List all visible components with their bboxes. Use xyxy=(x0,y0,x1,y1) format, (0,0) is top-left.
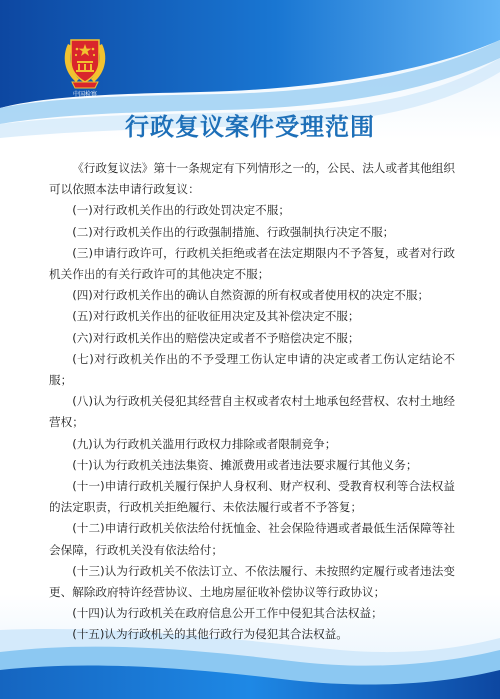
list-item: (六)对行政机关作出的赔偿决定或者不予赔偿决定不服； xyxy=(72,330,360,345)
list-item: (十三)认为行政机关不依法订立、不依法履行、未按照约定履行或者违法变更、解除政府特许经营协议、土地房屋征收补偿协议等行政协议； xyxy=(49,563,455,600)
intro-paragraph: 《行政复议法》第十一条规定有下列情形之一的，公民、法人或者其他组织可以依照本法申请行政复议： xyxy=(49,161,455,197)
procuratorate-emblem-icon xyxy=(62,34,108,90)
list-item: (一)对行政机关作出的行政处罚决定不服； xyxy=(72,203,290,218)
list-item: (八)认为行政机关侵犯其经营自主权或者农村土地承包经营权、农村土地经营权； xyxy=(49,394,455,430)
list-item: (十二)申请行政机关依法给付抚恤金、社会保险待遇或者最低生活保障等社会保障，行政机关没有依法给付； xyxy=(49,521,455,557)
list-item: (五)对行政机关作出的征收征用决定及其补偿决定不服； xyxy=(72,309,360,324)
list-item: (十四)认为行政机关在政府信息公开工作中侵犯其合法权益； xyxy=(72,606,383,621)
list-item: (九)认为行政机关滥用行政权力排除或者限制竞争； xyxy=(72,436,337,451)
list-item: (七)对行政机关作出的不予受理工伤认定申请的决定或者工伤认定结论不服； xyxy=(49,351,455,388)
list-item: (三)申请行政许可，行政机关拒绝或者在法定期限内不予答复，或者对行政机关作出的有关行政许可的其他决定不服； xyxy=(49,245,455,282)
emblem-caption: 中国检察 xyxy=(72,91,97,98)
regulation-text xyxy=(49,158,455,646)
list-item: (十一)申请行政机关履行保护人身权利、财产权利、受教育权利等合法权益的法定职责，行政机关拒绝履行、未依法履行或者不予答复； xyxy=(49,479,455,515)
list-item: (二)对行政机关作出的行政强制措施、行政强制执行决定不服； xyxy=(72,224,395,239)
page-title: 行政复议案件受理范围 xyxy=(125,112,375,141)
list-item: (十)认为行政机关违法集资、摊派费用或者违法要求履行其他义务； xyxy=(72,457,418,472)
list-item: (四)对行政机关作出的确认自然资源的所有权或者使用权的决定不服； xyxy=(72,288,430,303)
list-item: (十五)认为行政机关的其他行政行为侵犯其合法权益。 xyxy=(72,627,348,642)
